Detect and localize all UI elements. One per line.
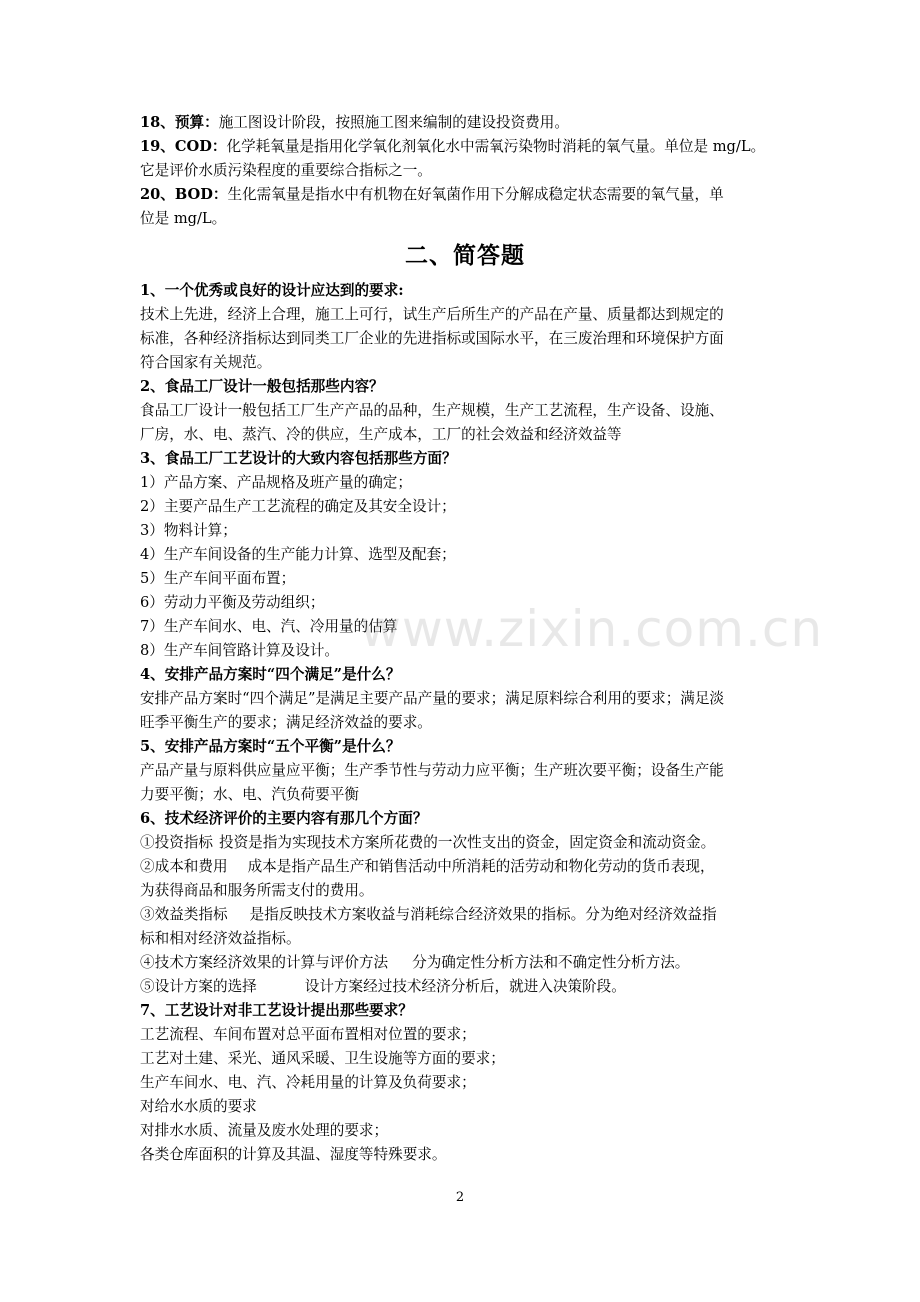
answer-line: 对排水水质、流量及废水处理的要求； bbox=[140, 1122, 389, 1139]
evaluation-item-2-cont: 为获得商品和服务所需支付的费用。 bbox=[140, 882, 374, 899]
page-number: 2 bbox=[455, 1190, 465, 1205]
document-body bbox=[140, 111, 790, 1167]
item-heading: ①投资指标 bbox=[140, 834, 213, 851]
question-4: 4、安排产品方案时“四个满足”是什么？ bbox=[140, 666, 401, 683]
definition-term: 19、COD： bbox=[140, 138, 227, 155]
evaluation-item-5 bbox=[140, 975, 790, 999]
answer-line: 各类仓库面积的计算及其温、湿度等特殊要求。 bbox=[140, 1146, 447, 1163]
evaluation-item-3-cont: 标和相对经济效益指标。 bbox=[140, 930, 301, 947]
question-5: 5、安排产品方案时“五个平衡”是什么？ bbox=[140, 738, 401, 755]
answer-line: 产品产量与原料供应量应平衡；生产季节性与劳动力应平衡；生产班次要平衡；设备生产能 bbox=[140, 762, 724, 779]
answer-line: 3）物料计算； bbox=[140, 522, 237, 539]
answer-line: 旺季平衡生产的要求；满足经济效益的要求。 bbox=[140, 714, 432, 731]
definition-term: 20、BOD： bbox=[140, 186, 228, 203]
evaluation-item-1 bbox=[140, 831, 790, 855]
answer-line: 安排产品方案时“四个满足”是满足主要产品产量的要求；满足原料综合利用的要求；满足淡 bbox=[140, 690, 725, 707]
definition-20-cont: 位是 mg/L。 bbox=[140, 210, 227, 227]
definition-text: 化学耗氧量是指用化学氧化剂氧化水中需氧污染物时消耗的氧气量。单位是 mg/L。 bbox=[226, 138, 766, 155]
item-text: 成本是指产品生产和销售活动中所消耗的活劳动和物化劳动的货币表现， bbox=[247, 858, 715, 875]
answer-line: 力要平衡；水、电、汽负荷要平衡 bbox=[140, 786, 359, 803]
item-heading: ③效益类指标 bbox=[140, 906, 228, 923]
answer-line: 标准，各种经济指标达到同类工厂企业的先进指标或国际水平，在三废治理和环境保护方面 bbox=[140, 330, 724, 347]
answer-line: 技术上先进，经济上合理，施工上可行，试生产后所生产的产品在产量、质量都达到规定的 bbox=[140, 306, 724, 323]
watermark: www.zixin.com.cn bbox=[360, 600, 824, 658]
item-heading: ④技术方案经济效果的计算与评价方法 bbox=[140, 954, 389, 971]
question-1: 1、一个优秀或良好的设计应达到的要求: bbox=[140, 282, 404, 299]
answer-line: 工艺对土建、采光、通风采暖、卫生设施等方面的要求； bbox=[140, 1050, 505, 1067]
item-heading: ②成本和费用 bbox=[140, 858, 228, 875]
item-text: 投资是指为实现技术方案所花费的一次性支出的资金，固定资金和流动资金。 bbox=[218, 834, 716, 851]
answer-line: 6）劳动力平衡及劳动组织； bbox=[140, 594, 325, 611]
answer-line: 生产车间水、电、汽、冷耗用量的计算及负荷要求； bbox=[140, 1074, 476, 1091]
evaluation-item-4 bbox=[140, 951, 790, 975]
definition-text: 生化需氧量是指水中有机物在好氧菌作用下分解成稳定状态需要的氧气量，单 bbox=[227, 186, 724, 203]
question-7: 7、工艺设计对非工艺设计提出那些要求？ bbox=[140, 1002, 413, 1019]
answer-line: 工艺流程、车间布置对总平面布置相对位置的要求； bbox=[140, 1026, 476, 1043]
definition-term: 18、预算： bbox=[140, 114, 219, 131]
question-3: 3、食品工厂工艺设计的大致内容包括那些方面？ bbox=[140, 450, 457, 467]
definition-20 bbox=[140, 183, 790, 207]
answer-line: 符合国家有关规范。 bbox=[140, 354, 272, 371]
answer-line: 厂房，水、电、蒸汽、冷的供应，生产成本，工厂的社会效益和经济效益等 bbox=[140, 426, 622, 443]
question-2: 2、食品工厂设计一般包括那些内容？ bbox=[140, 378, 384, 395]
answer-line: 对给水水质的要求 bbox=[140, 1098, 257, 1115]
question-6: 6、技术经济评价的主要内容有那几个方面？ bbox=[140, 810, 428, 827]
item-heading: ⑤设计方案的选择 bbox=[140, 978, 257, 995]
answer-line: 5）生产车间平面布置； bbox=[140, 570, 296, 587]
evaluation-item-2 bbox=[140, 855, 790, 879]
answer-line: 食品工厂设计一般包括工厂生产产品的品种，生产规模，生产工艺流程，生产设备、设施、 bbox=[140, 402, 724, 419]
definition-text: 施工图设计阶段，按照施工图来编制的建设投资费用。 bbox=[218, 114, 569, 131]
answer-line: 4）生产车间设备的生产能力计算、选型及配套； bbox=[140, 546, 456, 563]
item-text: 是指反映技术方案收益与消耗综合经济效果的指标。分为绝对经济效益指 bbox=[249, 906, 717, 923]
answer-line: 1）产品方案、产品规格及班产量的确定； bbox=[140, 474, 412, 491]
definition-19-cont: 它是评价水质污染程度的重要综合指标之一。 bbox=[140, 162, 432, 179]
definition-19 bbox=[140, 135, 790, 159]
item-text: 分为确定性分析方法和不确定性分析方法。 bbox=[412, 954, 690, 971]
answer-line: 2）主要产品生产工艺流程的确定及其安全设计； bbox=[140, 498, 456, 515]
answer-line: 7）生产车间水、电、汽、冷用量的估算 bbox=[140, 618, 398, 635]
item-text: 设计方案经过技术经济分析后，就进入决策阶段。 bbox=[304, 978, 626, 995]
answer-line: 8）生产车间管路计算及设计。 bbox=[140, 642, 340, 659]
evaluation-item-3 bbox=[140, 903, 790, 927]
section-title: 二、简答题 bbox=[405, 242, 525, 269]
definition-18 bbox=[140, 111, 790, 135]
